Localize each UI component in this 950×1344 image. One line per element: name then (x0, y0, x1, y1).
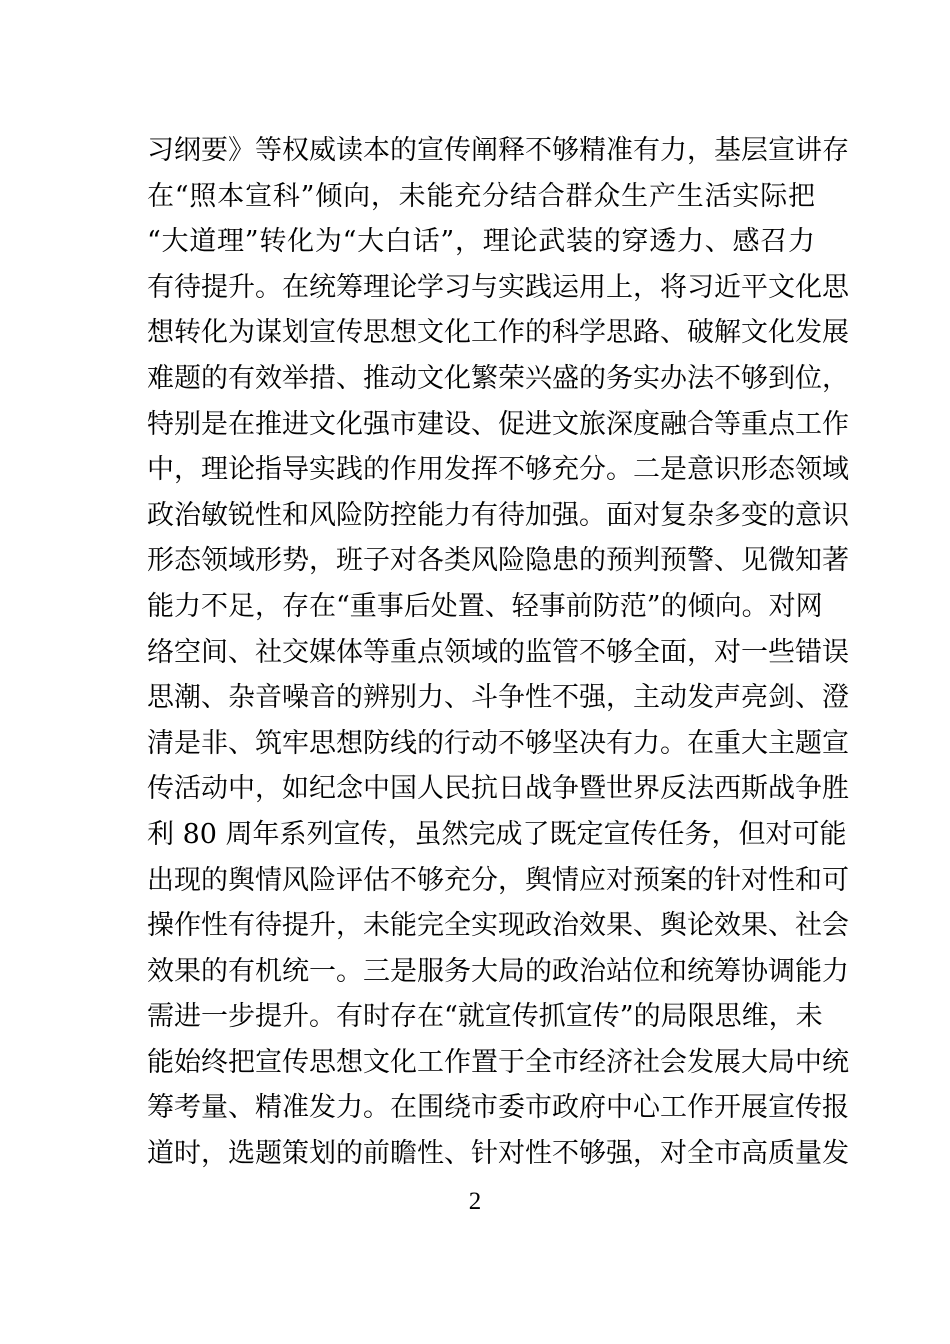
text-line: 筹考量、精准发力。在围绕市委市政府中心工作开展宣传报 (147, 1092, 849, 1124)
text-line: 操作性有待提升，未能完全实现政治效果、舆论效果、社会 (147, 910, 849, 942)
text-line: 传活动中，如纪念中国人民抗日战争暨世界反法西斯战争胜 (147, 773, 849, 805)
text-line: 在“照本宣科”倾向，未能充分结合群众生产生活实际把 (147, 180, 815, 212)
text-line: “大道理”转化为“大白话”，理论武装的穿透力、感召力 (147, 226, 815, 258)
text-line: 出现的舆情风险评估不够充分，舆情应对预案的针对性和可 (147, 864, 849, 896)
text-line: 中，理论指导实践的作用发挥不够充分。二是意识形态领域 (147, 454, 849, 486)
text-line: 形态领域形势，班子对各类风险隐患的预判预警、见微知著 (147, 545, 849, 577)
text-line: 清是非、筑牢思想防线的行动不够坚决有力。在重大主题宣 (147, 727, 849, 759)
text-line: 政治敏锐性和风险防控能力有待加强。面对复杂多变的意识 (147, 499, 849, 531)
text-line: 能始终把宣传思想文化工作置于全市经济社会发展大局中统 (147, 1046, 849, 1078)
text-line: 想转化为谋划宣传思想文化工作的科学思路、破解文化发展 (147, 317, 849, 349)
text-line: 能力不足，存在“重事后处置、轻事前防范”的倾向。对网 (147, 590, 823, 622)
text-line: 习纲要》等权威读本的宣传阐释不够精准有力，基层宣讲存 (147, 135, 849, 166)
text-line: 络空间、社交媒体等重点领域的监管不够全面，对一些错误 (147, 636, 849, 668)
text-line: 效果的有机统一。三是服务大局的政治站位和统筹协调能力 (147, 955, 849, 987)
text-line: 思潮、杂音噪音的辨别力、斗争性不强，主动发声亮剑、澄 (147, 682, 849, 714)
text-line: 难题的有效举措、推动文化繁荣兴盛的务实办法不够到位， (147, 362, 849, 394)
text-line: 有待提升。在统筹理论学习与实践运用上，将习近平文化思 (147, 271, 849, 303)
text-line: 道时，选题策划的前瞻性、针对性不够强，对全市高质量发 (147, 1138, 849, 1170)
text-line: 利 80 周年系列宣传，虽然完成了既定宣传任务，但对可能 (147, 818, 847, 850)
page-number: 2 (468, 1188, 482, 1215)
body-text (147, 128, 849, 1177)
text-line: 特别是在推进文化强市建设、促进文旅深度融合等重点工作 (147, 408, 849, 440)
text-line: 需进一步提升。有时存在“就宣传抓宣传”的局限思维，未 (147, 1001, 823, 1033)
